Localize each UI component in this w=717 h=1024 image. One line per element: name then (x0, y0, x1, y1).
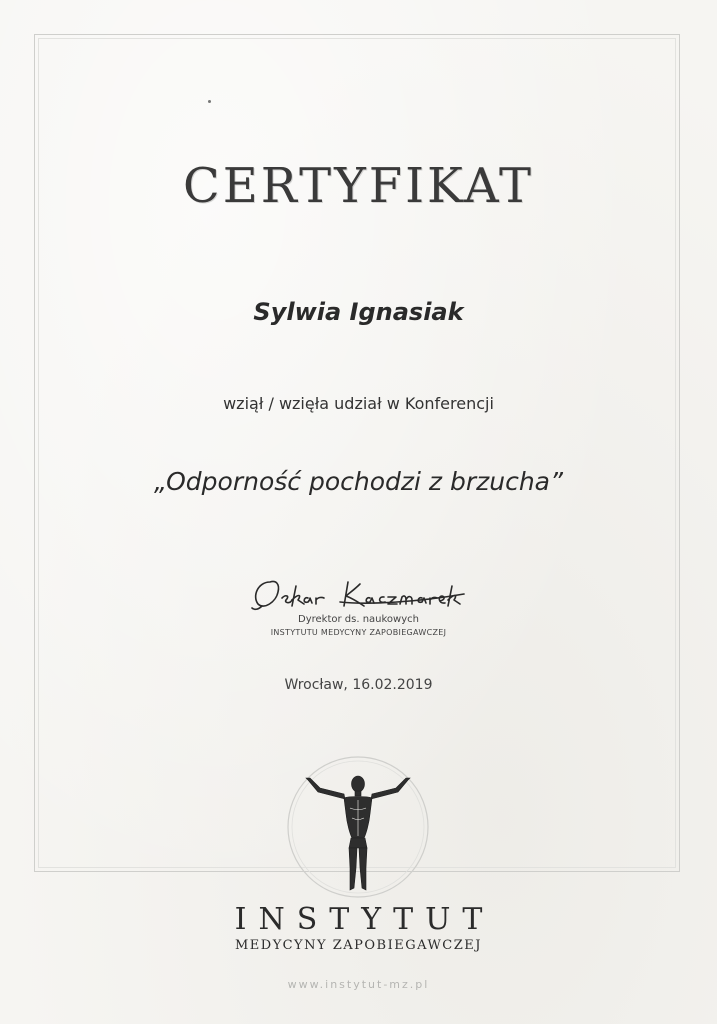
participation-text: wziął / wzięła udział w Konferencji (223, 394, 494, 413)
website-link: www.instytut-mz.pl (287, 978, 430, 991)
institute-name: INSTYTUT (234, 902, 495, 937)
signer-role: Dyrektor ds. naukowych (298, 614, 419, 625)
place-and-date: Wrocław, 16.02.2019 (284, 677, 433, 693)
signer-institution: INSTYTUTU MEDYCYNY ZAPOBIEGAWCZEJ (270, 628, 447, 637)
vitruvian-man-emblem-icon (278, 752, 438, 902)
institute-subtitle: MEDYCYNY ZAPOBIEGAWCZEJ (235, 938, 482, 953)
handwritten-signature (248, 572, 468, 616)
recipient-name: Sylwia Ignasiak (253, 298, 464, 326)
certificate-title: CERTYFIKAT (183, 158, 534, 214)
conference-title: „Odporność pochodzi z brzucha” (154, 467, 563, 496)
speck-mark (208, 100, 211, 103)
